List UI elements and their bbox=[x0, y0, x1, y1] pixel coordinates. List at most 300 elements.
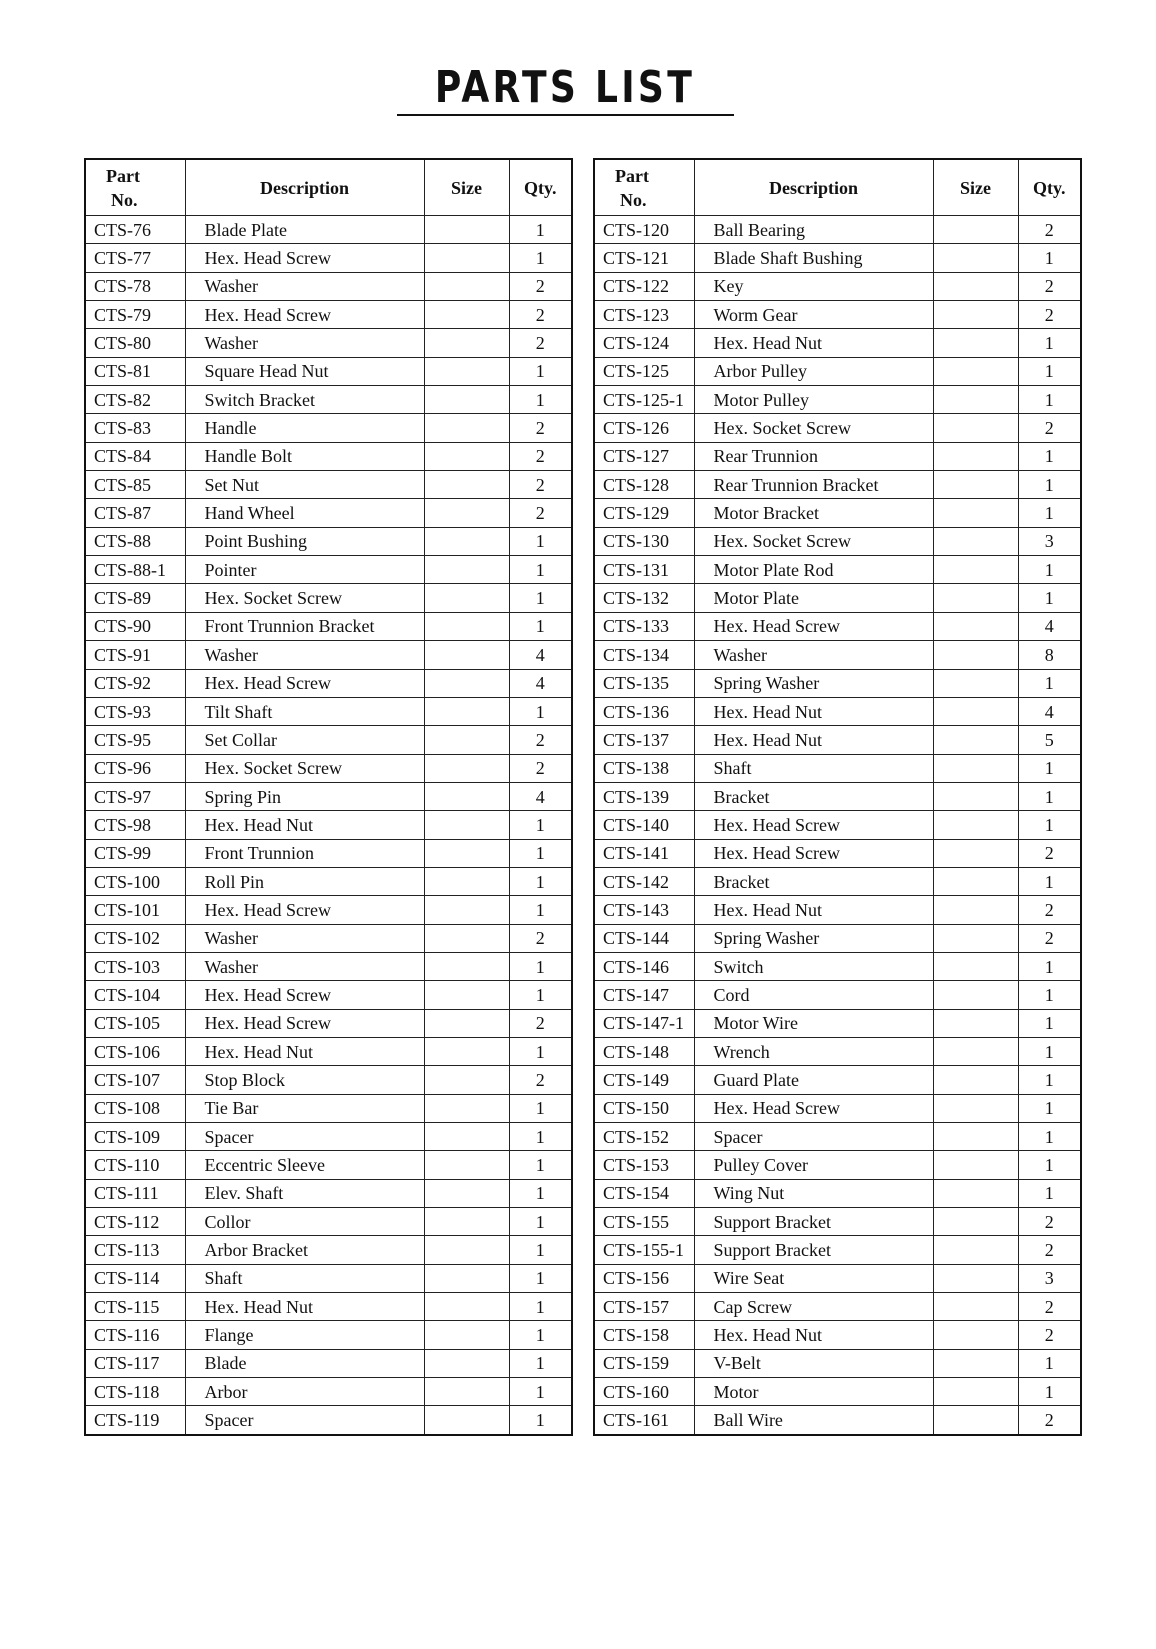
table-row bbox=[594, 556, 1081, 584]
size-cell bbox=[424, 924, 509, 952]
qty-cell: 1 bbox=[509, 556, 572, 584]
part-no-cell: CTS-88 bbox=[85, 527, 185, 555]
description-cell: Hex. Head Nut bbox=[185, 1037, 424, 1065]
part-no-cell: CTS-95 bbox=[85, 726, 185, 754]
qty-cell: 2 bbox=[1018, 896, 1081, 924]
size-cell bbox=[424, 1208, 509, 1236]
qty-cell: 2 bbox=[1018, 1208, 1081, 1236]
qty-cell: 2 bbox=[509, 924, 572, 952]
part-no-cell: CTS-99 bbox=[85, 839, 185, 867]
size-cell bbox=[933, 981, 1018, 1009]
size-cell bbox=[424, 329, 509, 357]
header-part-no bbox=[594, 159, 694, 216]
description-cell: Spacer bbox=[185, 1406, 424, 1435]
part-no-cell: CTS-89 bbox=[85, 584, 185, 612]
size-cell bbox=[933, 612, 1018, 640]
description-cell: Wing Nut bbox=[694, 1179, 933, 1207]
qty-cell: 4 bbox=[1018, 612, 1081, 640]
part-no-cell: CTS-130 bbox=[594, 527, 694, 555]
part-no-cell: CTS-122 bbox=[594, 272, 694, 300]
table-row bbox=[594, 1179, 1081, 1207]
size-cell bbox=[933, 811, 1018, 839]
header-description: Description bbox=[694, 159, 933, 216]
part-no-cell: CTS-104 bbox=[85, 981, 185, 1009]
table-row bbox=[594, 414, 1081, 442]
size-cell bbox=[933, 1293, 1018, 1321]
size-cell bbox=[933, 216, 1018, 244]
table-row bbox=[85, 329, 572, 357]
header-part-no-line1: Part bbox=[106, 165, 140, 186]
qty-cell: 1 bbox=[1018, 867, 1081, 895]
part-no-cell: CTS-96 bbox=[85, 754, 185, 782]
description-cell: Hex. Head Screw bbox=[694, 839, 933, 867]
table-row bbox=[594, 301, 1081, 329]
table-row bbox=[85, 754, 572, 782]
description-cell: Motor Plate Rod bbox=[694, 556, 933, 584]
part-no-cell: CTS-131 bbox=[594, 556, 694, 584]
part-no-cell: CTS-97 bbox=[85, 782, 185, 810]
size-cell bbox=[933, 1378, 1018, 1406]
part-no-cell: CTS-85 bbox=[85, 471, 185, 499]
qty-cell: 2 bbox=[509, 414, 572, 442]
table-row bbox=[85, 244, 572, 272]
size-cell bbox=[424, 471, 509, 499]
table-row bbox=[85, 1094, 572, 1122]
size-cell bbox=[424, 782, 509, 810]
table-row bbox=[594, 839, 1081, 867]
header-size: Size bbox=[424, 159, 509, 216]
description-cell: Spring Washer bbox=[694, 924, 933, 952]
size-cell bbox=[933, 896, 1018, 924]
table-row bbox=[594, 386, 1081, 414]
size-cell bbox=[424, 811, 509, 839]
size-cell bbox=[933, 1179, 1018, 1207]
table-row bbox=[594, 896, 1081, 924]
qty-cell: 3 bbox=[1018, 1264, 1081, 1292]
table-row bbox=[85, 1123, 572, 1151]
size-cell bbox=[424, 1264, 509, 1292]
part-no-cell: CTS-142 bbox=[594, 867, 694, 895]
part-no-cell: CTS-93 bbox=[85, 697, 185, 725]
table-row bbox=[594, 1236, 1081, 1264]
description-cell: Support Bracket bbox=[694, 1236, 933, 1264]
description-cell: Hex. Head Nut bbox=[694, 896, 933, 924]
description-cell: Pointer bbox=[185, 556, 424, 584]
table-row bbox=[85, 216, 572, 244]
table-row bbox=[594, 499, 1081, 527]
part-no-cell: CTS-150 bbox=[594, 1094, 694, 1122]
part-no-cell: CTS-125 bbox=[594, 357, 694, 385]
qty-cell: 1 bbox=[1018, 811, 1081, 839]
description-cell: Washer bbox=[694, 641, 933, 669]
table-row bbox=[85, 1179, 572, 1207]
qty-cell: 1 bbox=[509, 1151, 572, 1179]
description-cell: Motor Plate bbox=[694, 584, 933, 612]
size-cell bbox=[424, 697, 509, 725]
qty-cell: 1 bbox=[509, 216, 572, 244]
part-no-cell: CTS-149 bbox=[594, 1066, 694, 1094]
part-no-cell: CTS-144 bbox=[594, 924, 694, 952]
size-cell bbox=[424, 1236, 509, 1264]
size-cell bbox=[933, 839, 1018, 867]
part-no-cell: CTS-155 bbox=[594, 1208, 694, 1236]
part-no-cell: CTS-129 bbox=[594, 499, 694, 527]
part-no-cell: CTS-161 bbox=[594, 1406, 694, 1435]
qty-cell: 1 bbox=[1018, 1378, 1081, 1406]
qty-cell: 1 bbox=[1018, 1151, 1081, 1179]
table-row bbox=[85, 811, 572, 839]
qty-cell: 2 bbox=[1018, 1236, 1081, 1264]
description-cell: Hex. Head Nut bbox=[694, 329, 933, 357]
size-cell bbox=[424, 952, 509, 980]
size-cell bbox=[424, 1037, 509, 1065]
description-cell: Hex. Head Screw bbox=[694, 811, 933, 839]
description-cell: Guard Plate bbox=[694, 1066, 933, 1094]
table-row bbox=[594, 1094, 1081, 1122]
size-cell bbox=[933, 641, 1018, 669]
size-cell bbox=[933, 584, 1018, 612]
size-cell bbox=[424, 641, 509, 669]
table-row bbox=[594, 981, 1081, 1009]
description-cell: Hex. Head Screw bbox=[185, 981, 424, 1009]
size-cell bbox=[933, 1009, 1018, 1037]
table-row bbox=[594, 726, 1081, 754]
parts-table-right bbox=[593, 158, 1082, 1436]
table-row bbox=[85, 612, 572, 640]
qty-cell: 1 bbox=[1018, 754, 1081, 782]
table-row bbox=[85, 499, 572, 527]
qty-cell: 1 bbox=[509, 386, 572, 414]
table-row bbox=[85, 1349, 572, 1377]
part-no-cell: CTS-135 bbox=[594, 669, 694, 697]
part-no-cell: CTS-143 bbox=[594, 896, 694, 924]
table-row bbox=[85, 1378, 572, 1406]
description-cell: Eccentric Sleeve bbox=[185, 1151, 424, 1179]
table-row bbox=[594, 584, 1081, 612]
qty-cell: 2 bbox=[1018, 839, 1081, 867]
table-row bbox=[85, 1009, 572, 1037]
part-no-cell: CTS-111 bbox=[85, 1179, 185, 1207]
size-cell bbox=[424, 442, 509, 470]
part-no-cell: CTS-147 bbox=[594, 981, 694, 1009]
part-no-cell: CTS-114 bbox=[85, 1264, 185, 1292]
qty-cell: 2 bbox=[509, 471, 572, 499]
table-row bbox=[85, 1264, 572, 1292]
table-row bbox=[85, 584, 572, 612]
size-cell bbox=[933, 301, 1018, 329]
qty-cell: 2 bbox=[509, 1009, 572, 1037]
size-cell bbox=[933, 782, 1018, 810]
qty-cell: 1 bbox=[509, 839, 572, 867]
description-cell: Hand Wheel bbox=[185, 499, 424, 527]
size-cell bbox=[424, 1179, 509, 1207]
description-cell: Front Trunnion Bracket bbox=[185, 612, 424, 640]
table-row bbox=[85, 839, 572, 867]
table-row bbox=[594, 1264, 1081, 1292]
part-no-cell: CTS-146 bbox=[594, 952, 694, 980]
table-row bbox=[85, 386, 572, 414]
size-cell bbox=[424, 244, 509, 272]
part-no-cell: CTS-117 bbox=[85, 1349, 185, 1377]
size-cell bbox=[424, 1293, 509, 1321]
size-cell bbox=[933, 867, 1018, 895]
qty-cell: 1 bbox=[509, 357, 572, 385]
table-row bbox=[85, 896, 572, 924]
part-no-cell: CTS-108 bbox=[85, 1094, 185, 1122]
qty-cell: 2 bbox=[1018, 216, 1081, 244]
description-cell: Handle bbox=[185, 414, 424, 442]
description-cell: Ball Wire bbox=[694, 1406, 933, 1435]
table-row bbox=[594, 527, 1081, 555]
table-row bbox=[85, 1037, 572, 1065]
qty-cell: 1 bbox=[509, 1406, 572, 1435]
part-no-cell: CTS-134 bbox=[594, 641, 694, 669]
qty-cell: 1 bbox=[509, 1037, 572, 1065]
table-row bbox=[85, 301, 572, 329]
description-cell: Washer bbox=[185, 272, 424, 300]
qty-cell: 1 bbox=[1018, 499, 1081, 527]
description-cell: Spring Pin bbox=[185, 782, 424, 810]
qty-cell: 3 bbox=[1018, 527, 1081, 555]
qty-cell: 1 bbox=[1018, 669, 1081, 697]
table-row bbox=[85, 272, 572, 300]
table-row bbox=[85, 697, 572, 725]
part-no-cell: CTS-100 bbox=[85, 867, 185, 895]
part-no-cell: CTS-83 bbox=[85, 414, 185, 442]
qty-cell: 2 bbox=[509, 1066, 572, 1094]
table-row bbox=[85, 1321, 572, 1349]
title-underline bbox=[397, 114, 734, 116]
qty-cell: 2 bbox=[1018, 924, 1081, 952]
table-row bbox=[85, 726, 572, 754]
description-cell: Stop Block bbox=[185, 1066, 424, 1094]
table-row bbox=[85, 1406, 572, 1435]
size-cell bbox=[933, 527, 1018, 555]
size-cell bbox=[424, 1009, 509, 1037]
part-no-cell: CTS-159 bbox=[594, 1349, 694, 1377]
description-cell: Blade Shaft Bushing bbox=[694, 244, 933, 272]
description-cell: Hex. Head Nut bbox=[185, 1293, 424, 1321]
part-no-cell: CTS-132 bbox=[594, 584, 694, 612]
part-no-cell: CTS-138 bbox=[594, 754, 694, 782]
qty-cell: 1 bbox=[1018, 1009, 1081, 1037]
table-row bbox=[594, 924, 1081, 952]
description-cell: Square Head Nut bbox=[185, 357, 424, 385]
qty-cell: 2 bbox=[509, 754, 572, 782]
part-no-cell: CTS-154 bbox=[594, 1179, 694, 1207]
description-cell: Washer bbox=[185, 641, 424, 669]
table-row bbox=[85, 471, 572, 499]
table-row bbox=[594, 1208, 1081, 1236]
header-qty: Qty. bbox=[1018, 159, 1081, 216]
part-no-cell: CTS-82 bbox=[85, 386, 185, 414]
description-cell: Point Bushing bbox=[185, 527, 424, 555]
part-no-cell: CTS-88-1 bbox=[85, 556, 185, 584]
size-cell bbox=[933, 1236, 1018, 1264]
qty-cell: 1 bbox=[1018, 1349, 1081, 1377]
description-cell: Motor bbox=[694, 1378, 933, 1406]
size-cell bbox=[424, 1349, 509, 1377]
description-cell: Washer bbox=[185, 924, 424, 952]
description-cell: Elev. Shaft bbox=[185, 1179, 424, 1207]
description-cell: Arbor Bracket bbox=[185, 1236, 424, 1264]
table-row bbox=[594, 216, 1081, 244]
table-row bbox=[594, 357, 1081, 385]
qty-cell: 2 bbox=[509, 499, 572, 527]
table-row bbox=[594, 612, 1081, 640]
table-row bbox=[594, 442, 1081, 470]
description-cell: Hex. Head Nut bbox=[185, 811, 424, 839]
size-cell bbox=[424, 754, 509, 782]
size-cell bbox=[424, 386, 509, 414]
description-cell: Blade Plate bbox=[185, 216, 424, 244]
size-cell bbox=[933, 414, 1018, 442]
qty-cell: 1 bbox=[1018, 952, 1081, 980]
size-cell bbox=[424, 1321, 509, 1349]
part-no-cell: CTS-90 bbox=[85, 612, 185, 640]
part-no-cell: CTS-157 bbox=[594, 1293, 694, 1321]
description-cell: Motor Bracket bbox=[694, 499, 933, 527]
qty-cell: 2 bbox=[509, 272, 572, 300]
description-cell: Cord bbox=[694, 981, 933, 1009]
description-cell: Pulley Cover bbox=[694, 1151, 933, 1179]
header-size: Size bbox=[933, 159, 1018, 216]
parts-table-left-body bbox=[85, 216, 572, 1435]
part-no-cell: CTS-148 bbox=[594, 1037, 694, 1065]
part-no-cell: CTS-110 bbox=[85, 1151, 185, 1179]
table-row bbox=[594, 811, 1081, 839]
table-row bbox=[85, 527, 572, 555]
part-no-cell: CTS-123 bbox=[594, 301, 694, 329]
size-cell bbox=[424, 1406, 509, 1435]
part-no-cell: CTS-137 bbox=[594, 726, 694, 754]
description-cell: Rear Trunnion Bracket bbox=[694, 471, 933, 499]
size-cell bbox=[933, 1123, 1018, 1151]
qty-cell: 1 bbox=[1018, 471, 1081, 499]
part-no-cell: CTS-155-1 bbox=[594, 1236, 694, 1264]
qty-cell: 1 bbox=[1018, 1179, 1081, 1207]
table-row bbox=[594, 1066, 1081, 1094]
part-no-cell: CTS-158 bbox=[594, 1321, 694, 1349]
qty-cell: 1 bbox=[509, 952, 572, 980]
qty-cell: 1 bbox=[1018, 1037, 1081, 1065]
qty-cell: 1 bbox=[1018, 357, 1081, 385]
size-cell bbox=[424, 1378, 509, 1406]
description-cell: Collor bbox=[185, 1208, 424, 1236]
size-cell bbox=[933, 442, 1018, 470]
part-no-cell: CTS-107 bbox=[85, 1066, 185, 1094]
table-row bbox=[85, 641, 572, 669]
table-row bbox=[594, 1009, 1081, 1037]
description-cell: Support Bracket bbox=[694, 1208, 933, 1236]
size-cell bbox=[933, 1208, 1018, 1236]
qty-cell: 1 bbox=[1018, 584, 1081, 612]
qty-cell: 1 bbox=[1018, 1094, 1081, 1122]
part-no-cell: CTS-133 bbox=[594, 612, 694, 640]
table-row bbox=[594, 329, 1081, 357]
size-cell bbox=[933, 244, 1018, 272]
size-cell bbox=[933, 697, 1018, 725]
size-cell bbox=[933, 329, 1018, 357]
qty-cell: 1 bbox=[509, 1264, 572, 1292]
description-cell: Spring Washer bbox=[694, 669, 933, 697]
description-cell: Spacer bbox=[185, 1123, 424, 1151]
description-cell: Motor Pulley bbox=[694, 386, 933, 414]
table-row bbox=[594, 244, 1081, 272]
size-cell bbox=[424, 867, 509, 895]
description-cell: Key bbox=[694, 272, 933, 300]
description-cell: Hex. Head Screw bbox=[694, 1094, 933, 1122]
part-no-cell: CTS-139 bbox=[594, 782, 694, 810]
size-cell bbox=[424, 499, 509, 527]
size-cell bbox=[424, 584, 509, 612]
description-cell: Bracket bbox=[694, 867, 933, 895]
table-row bbox=[85, 669, 572, 697]
description-cell: Shaft bbox=[694, 754, 933, 782]
table-row bbox=[594, 1321, 1081, 1349]
part-no-cell: CTS-116 bbox=[85, 1321, 185, 1349]
part-no-cell: CTS-141 bbox=[594, 839, 694, 867]
qty-cell: 4 bbox=[509, 669, 572, 697]
size-cell bbox=[424, 1123, 509, 1151]
description-cell: Bracket bbox=[694, 782, 933, 810]
part-no-cell: CTS-101 bbox=[85, 896, 185, 924]
part-no-cell: CTS-121 bbox=[594, 244, 694, 272]
size-cell bbox=[933, 1094, 1018, 1122]
table-row bbox=[85, 782, 572, 810]
qty-cell: 2 bbox=[1018, 301, 1081, 329]
description-cell: Washer bbox=[185, 329, 424, 357]
size-cell bbox=[933, 386, 1018, 414]
description-cell: Shaft bbox=[185, 1264, 424, 1292]
description-cell: Arbor bbox=[185, 1378, 424, 1406]
size-cell bbox=[933, 924, 1018, 952]
size-cell bbox=[424, 301, 509, 329]
part-no-cell: CTS-87 bbox=[85, 499, 185, 527]
qty-cell: 1 bbox=[509, 527, 572, 555]
size-cell bbox=[933, 754, 1018, 782]
description-cell: Hex. Head Screw bbox=[185, 669, 424, 697]
part-no-cell: CTS-156 bbox=[594, 1264, 694, 1292]
description-cell: Cap Screw bbox=[694, 1293, 933, 1321]
part-no-cell: CTS-147-1 bbox=[594, 1009, 694, 1037]
part-no-cell: CTS-91 bbox=[85, 641, 185, 669]
description-cell: Blade bbox=[185, 1349, 424, 1377]
table-row bbox=[85, 981, 572, 1009]
qty-cell: 1 bbox=[509, 1349, 572, 1377]
size-cell bbox=[933, 1037, 1018, 1065]
size-cell bbox=[933, 1066, 1018, 1094]
description-cell: Worm Gear bbox=[694, 301, 933, 329]
part-no-cell: CTS-80 bbox=[85, 329, 185, 357]
part-no-cell: CTS-128 bbox=[594, 471, 694, 499]
description-cell: Hex. Head Nut bbox=[694, 697, 933, 725]
qty-cell: 4 bbox=[509, 641, 572, 669]
table-row bbox=[594, 754, 1081, 782]
qty-cell: 1 bbox=[509, 584, 572, 612]
part-no-cell: CTS-103 bbox=[85, 952, 185, 980]
size-cell bbox=[424, 612, 509, 640]
part-no-cell: CTS-125-1 bbox=[594, 386, 694, 414]
part-no-cell: CTS-160 bbox=[594, 1378, 694, 1406]
description-cell: Washer bbox=[185, 952, 424, 980]
header-part-no-line1: Part bbox=[615, 165, 649, 186]
qty-cell: 1 bbox=[1018, 1066, 1081, 1094]
table-row bbox=[594, 669, 1081, 697]
qty-cell: 1 bbox=[1018, 386, 1081, 414]
table-row bbox=[594, 272, 1081, 300]
part-no-cell: CTS-102 bbox=[85, 924, 185, 952]
